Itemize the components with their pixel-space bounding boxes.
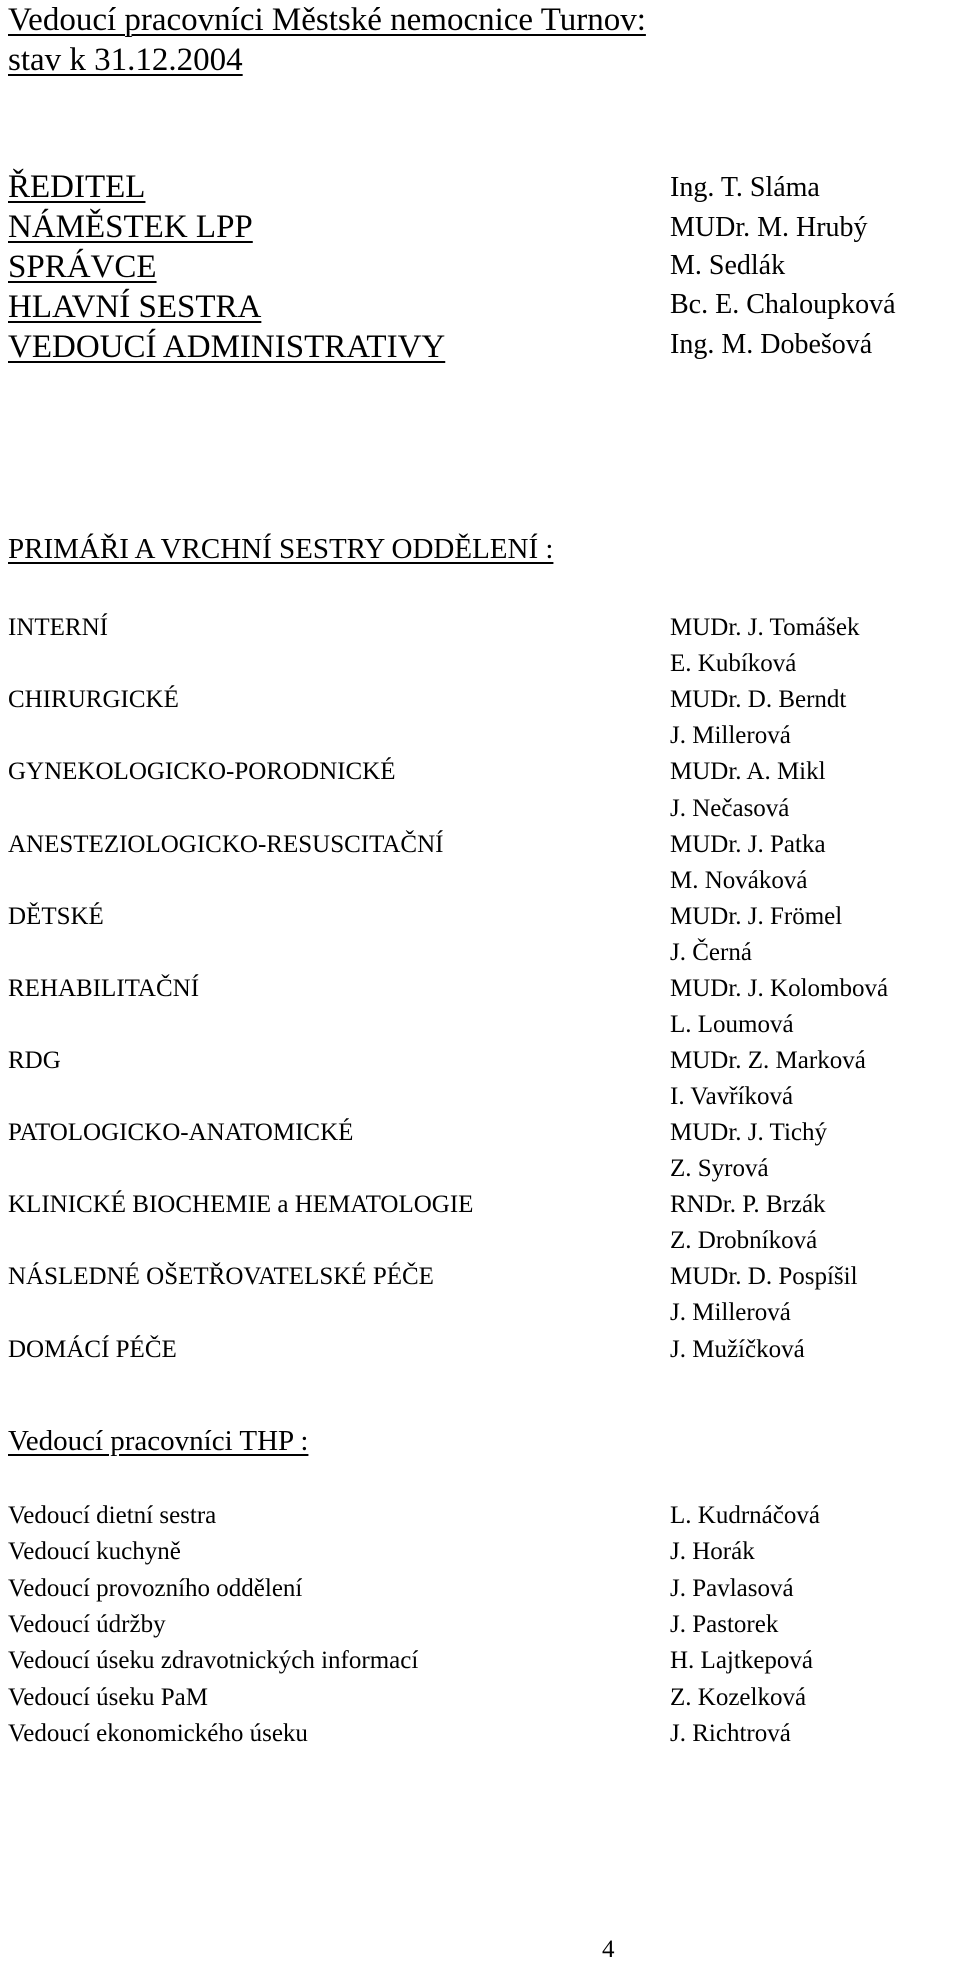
department-nurse: E. Kubíková — [670, 650, 797, 677]
thp-role: Vedoucí úseku zdravotnických informací — [8, 1647, 419, 1674]
department-name: GYNEKOLOGICKO-PORODNICKÉ — [8, 758, 396, 785]
department-name: KLINICKÉ BIOCHEMIE a HEMATOLOGIE — [8, 1191, 474, 1218]
department-nurse: J. Millerová — [670, 1299, 791, 1326]
department-nurse: M. Nováková — [670, 867, 808, 894]
thp-name: J. Pavlasová — [670, 1575, 794, 1602]
management-role: VEDOUCÍ ADMINISTRATIVY — [8, 329, 446, 365]
management-name: M. Sedlák — [670, 250, 786, 281]
department-head: MUDr. A. Mikl — [670, 758, 826, 785]
management-role: SPRÁVCE — [8, 249, 157, 285]
department-head: MUDr. Z. Marková — [670, 1047, 866, 1074]
department-nurse: L. Loumová — [670, 1011, 794, 1038]
thp-name: J. Richtrová — [670, 1720, 791, 1747]
department-nurse: I. Vavříková — [670, 1083, 794, 1110]
management-name: Ing. T. Sláma — [670, 172, 820, 203]
department-name: DĚTSKÉ — [8, 903, 104, 930]
department-head: MUDr. J. Kolombová — [670, 975, 889, 1002]
document-date: stav k 31.12.2004 — [8, 42, 243, 78]
department-name: RDG — [8, 1047, 61, 1074]
department-name: NÁSLEDNÉ OŠETŘOVATELSKÉ PÉČE — [8, 1263, 434, 1290]
department-head: MUDr. D. Pospíšil — [670, 1263, 858, 1290]
department-nurse: J. Černá — [670, 939, 752, 966]
management-role: NÁMĚSTEK LPP — [8, 209, 253, 245]
department-name: INTERNÍ — [8, 614, 108, 641]
department-name: PATOLOGICKO-ANATOMICKÉ — [8, 1119, 354, 1146]
department-head: MUDr. J. Frömel — [670, 903, 843, 930]
thp-name: H. Lajtkepová — [670, 1647, 814, 1674]
department-head: MUDr. J. Tomášek — [670, 614, 860, 641]
department-head: MUDr. J. Patka — [670, 831, 826, 858]
thp-name: Z. Kozelková — [670, 1684, 807, 1711]
department-name: ANESTEZIOLOGICKO-RESUSCITAČNÍ — [8, 831, 444, 858]
management-role: ŘEDITEL — [8, 169, 146, 205]
page-number: 4 — [602, 1936, 615, 1963]
department-nurse: Z. Drobníková — [670, 1227, 818, 1254]
thp-role: Vedoucí ekonomického úseku — [8, 1720, 308, 1747]
department-head: J. Mužíčková — [670, 1336, 805, 1363]
department-head: MUDr. D. Berndt — [670, 686, 847, 713]
thp-name: J. Horák — [670, 1538, 755, 1565]
department-head: RNDr. P. Brzák — [670, 1191, 826, 1218]
management-name: Ing. M. Dobešová — [670, 329, 873, 360]
thp-role: Vedoucí úseku PaM — [8, 1684, 208, 1711]
document-title: Vedoucí pracovníci Městské nemocnice Turnov: — [8, 2, 646, 38]
thp-name: J. Pastorek — [670, 1611, 779, 1638]
department-name: CHIRURGICKÉ — [8, 686, 179, 713]
departments-heading: PRIMÁŘI A VRCHNÍ SESTRY ODDĚLENÍ : — [8, 533, 554, 565]
department-nurse: Z. Syrová — [670, 1155, 769, 1182]
thp-heading: Vedoucí pracovníci THP : — [8, 1425, 309, 1457]
management-name: MUDr. M. Hrubý — [670, 212, 868, 243]
thp-role: Vedoucí údržby — [8, 1611, 166, 1638]
thp-role: Vedoucí kuchyně — [8, 1538, 181, 1565]
thp-role: Vedoucí provozního oddělení — [8, 1575, 303, 1602]
thp-role: Vedoucí dietní sestra — [8, 1502, 217, 1529]
department-name: DOMÁCÍ PÉČE — [8, 1336, 177, 1363]
management-name: Bc. E. Chaloupková — [670, 289, 896, 320]
thp-name: L. Kudrnáčová — [670, 1502, 820, 1529]
management-role: HLAVNÍ SESTRA — [8, 289, 262, 325]
department-nurse: J. Nečasová — [670, 795, 790, 822]
department-nurse: J. Millerová — [670, 722, 791, 749]
department-head: MUDr. J. Tichý — [670, 1119, 827, 1146]
department-name: REHABILITAČNÍ — [8, 975, 200, 1002]
